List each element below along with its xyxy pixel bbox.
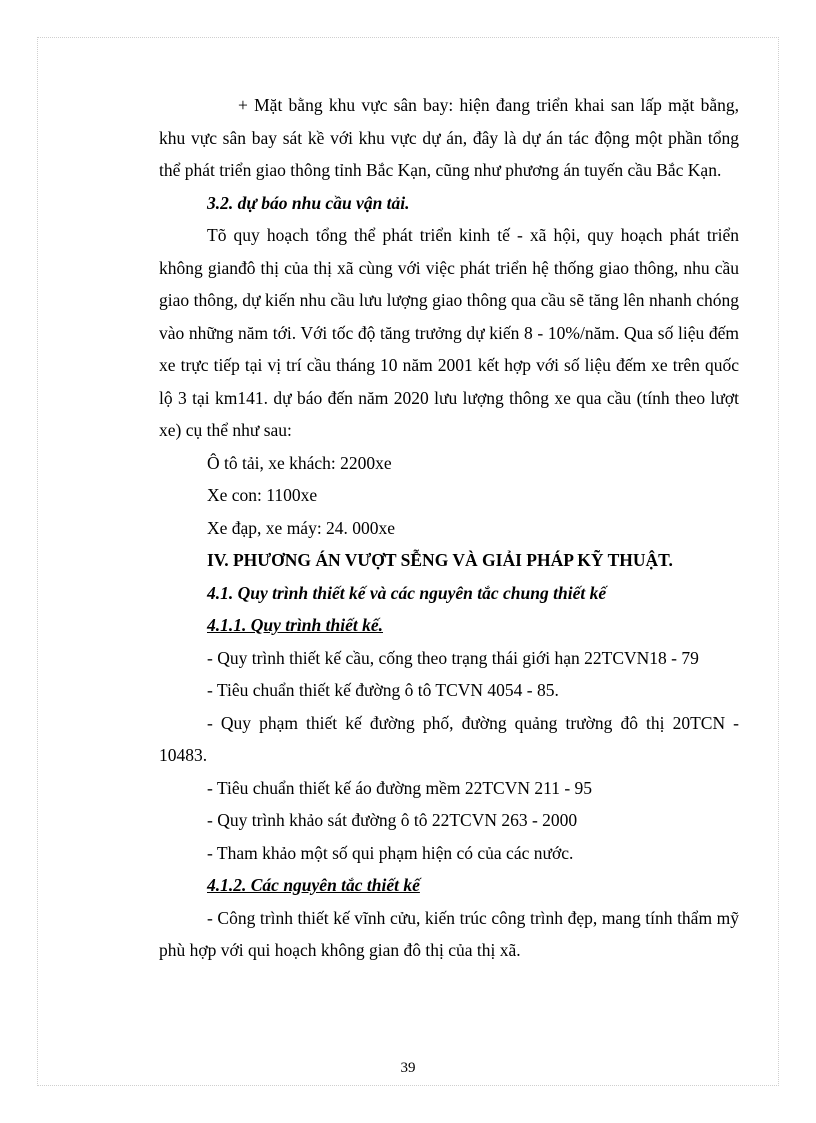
list-item-standard-5: - Quy trình khảo sát đường ô tô 22TCVN 263 - 2000 [207, 810, 578, 830]
list-item-standard-1: - Quy trình thiết kế cầu, cống theo trạng thái giới hạn 22TCVN18 - 79 [207, 647, 699, 668]
list-item-standard-2: - Tiêu chuẩn thiết kế đường ô tô TCVN 4054 - 85. [207, 680, 559, 700]
heading-3-2: 3.2. dự báo nhu cầu vận tải. [207, 192, 410, 213]
list-item-standard-3: - Quy phạm thiết kế đường phố, đường quảng trường đô thị 20TCN - 10483. [159, 712, 739, 765]
heading-section-iv: IV. PHƯƠNG ÁN VƯỢT SỄNG VÀ GIẢI PHÁP KỸ THUẬT. [207, 550, 673, 570]
list-item-truck: Ô tô tải, xe khách: 2200xe [207, 452, 392, 473]
document-body [159, 89, 739, 967]
heading-4-1-1: 4.1.1. Quy trình thiết kế. [207, 615, 383, 635]
heading-4-1-2: 4.1.2. Các nguyên tắc thiết kế [207, 875, 420, 895]
list-item-car: Xe con: 1100xe [207, 485, 318, 505]
list-item-standard-6: - Tham khảo một số qui phạm hiện có của các nước. [207, 842, 574, 863]
heading-4-1: 4.1. Quy trình thiết kế và các nguyên tắc chung thiết kế [207, 582, 607, 603]
paragraph-forecast: Tõ quy hoạch tổng thể phát triển kinh tế - xã hội, quy hoạch phát triển không gianđô thị của thị xã cùng với việc phát triển hệ thống giao thông, nhu cầu giao thông, dự kiến nhu cầu lưu lượng giao thông qua cầu sẽ tăng lên nhanh chóng vào những năm tới. Với tốc độ tăng trưởng dự kiến 8 - 10%/năm. Qua số liệu đếm xe trực tiếp tại vị trí cầu tháng 10 năm 2001 kết hợp với số liệu đếm xe trên quốc lộ 3 tại km141. dự báo đến năm 2020 lưu lượng thông xe qua cầu (tính theo lượt xe) cụ thể như sau: [159, 225, 739, 440]
list-item-standard-4: - Tiêu chuẩn thiết kế áo đường mềm 22TCVN 211 - 95 [207, 777, 593, 798]
list-item-principle-1: - Công trình thiết kế vĩnh cửu, kiến trúc công trình đẹp, mang tính thẩm mỹ phù hợp với qui hoạch không gian đô thị của thị xã. [159, 907, 739, 960]
paragraph-airport: + Mặt bằng khu vực sân bay: hiện đang triển khai san lấp mặt bằng, khu vực sân bay sát kề với khu vực dự án, đây là dự án tác động một phần tổng thể phát triển giao thông tỉnh Bắc Kạn, cũng như phương án tuyến cầu Bắc Kạn. [159, 95, 739, 180]
page-number: 39 [400, 1060, 416, 1076]
list-item-bike: Xe đạp, xe máy: 24. 000xe [207, 517, 396, 538]
